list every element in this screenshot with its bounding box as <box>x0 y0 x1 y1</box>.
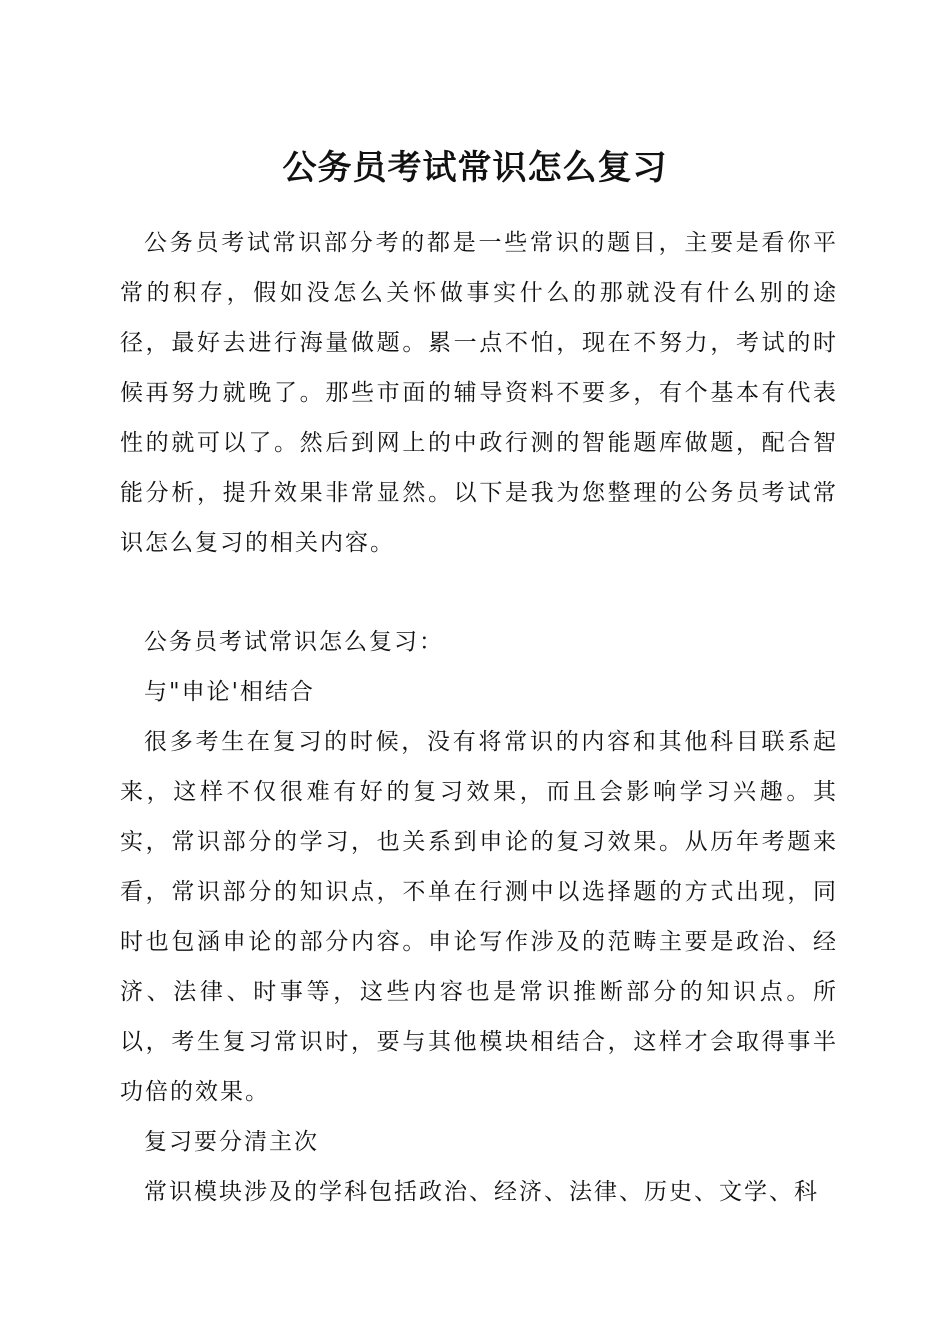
document-title: 公务员考试常识怎么复习 <box>282 148 668 188</box>
shenlun-paragraph: 很多考生在复习的时候，没有将常识的内容和其他科目联系起来，这样不仅很难有好的复习效果，而且会影响学习兴趣。其实，常识部分的学习，也关系到申论的复习效果。从历年考题来看，常识部分的知识点，不单在行测中以选择题的方式出现，同时也包涵申论的部分内容。申论写作涉及的范畴主要是政治、经济、法律、时事等，这些内容也是常识推断部分的知识点。所以，考生复习常识时，要与其他模块相结合，这样才会取得事半功倍的效果。 <box>120 729 838 1105</box>
priorities-paragraph: 常识模块涉及的学科包括政治、经济、法律、历史、文学、科 <box>144 1179 819 1205</box>
intro-paragraph: 公务员考试常识部分考的都是一些常识的题目，主要是看你平常的积存，假如没怎么关怀做事实什么的那就没有什么别的途径，最好去进行海量做题。累一点不怕，现在不努力，考试的时候再努力就晚了。那些市面的辅导资料不要多，有个基本有代表性的就可以了。然后到网上的中政行测的智能题库做题，配合智能分析，提升效果非常显然。以下是我为您整理的公务员考试常识怎么复习的相关内容。 <box>120 230 838 556</box>
subheading-priorities: 复习要分清主次 <box>144 1129 319 1155</box>
section-heading: 公务员考试常识怎么复习： <box>144 629 444 655</box>
subheading-shenlun: 与"申论'相结合 <box>144 679 315 705</box>
